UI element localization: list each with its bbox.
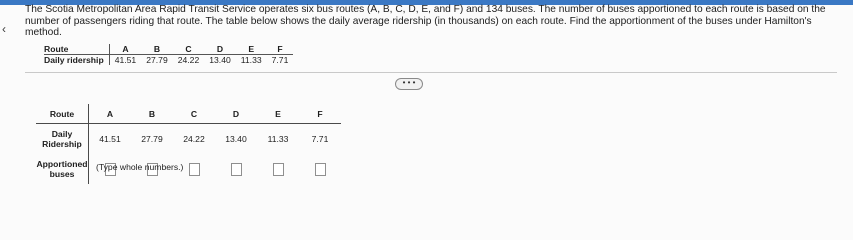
ridership-e: 11.33	[240, 55, 262, 65]
answer-cell-d	[215, 154, 257, 184]
given-ridership-table	[44, 44, 293, 65]
answer-input-d[interactable]	[231, 163, 242, 176]
route-header: Route	[36, 104, 89, 124]
ridership-header	[36, 124, 89, 155]
ridership-header: Daily ridership	[44, 55, 109, 66]
table-row	[36, 154, 341, 184]
buses-label-line2: buses	[49, 169, 75, 179]
answer-input-f[interactable]	[315, 163, 326, 176]
route-c-header: C	[173, 104, 215, 124]
ridership-f: 7.71	[271, 55, 289, 65]
ridership-b: 27.79	[141, 134, 163, 144]
buses-label-line1: Apportioned	[36, 159, 88, 169]
route-d-header: D	[215, 104, 257, 124]
route-f-header: F	[299, 104, 341, 124]
problem-statement: The Scotia Metropolitan Area Rapid Transit Service operates six bus routes (A, B, C, D, E, and F) and 134 buses. The number of buses apportioned to each route is based on the number of passengers riding that route. The table below shows the daily average ridership (in thousands) on each route. Find the apportionment of the buses under Hamilton's method.	[25, 4, 826, 39]
input-hint: (Type whole numbers.)	[96, 162, 184, 172]
ridership-d: 13.40	[225, 134, 247, 144]
table-row	[36, 104, 341, 124]
route-c-header: C	[173, 44, 205, 55]
ridership-a: 41.51	[99, 134, 121, 144]
ridership-c: 24.22	[177, 55, 200, 65]
ridership-label-line1: Daily	[51, 129, 73, 139]
answer-input-e[interactable]	[273, 163, 284, 176]
ridership-d: 13.40	[209, 55, 231, 65]
ridership-e: 11.33	[267, 134, 289, 144]
route-a-header: A	[109, 44, 141, 55]
ridership-label-line2: Ridership	[42, 139, 82, 149]
route-a-header: A	[89, 104, 132, 124]
ridership-a: 41.51	[114, 55, 137, 65]
ridership-f: 7.71	[311, 134, 329, 144]
section-divider	[25, 72, 837, 73]
table-row	[36, 124, 341, 155]
ridership-b: 27.79	[146, 55, 168, 65]
answer-cell-e	[257, 154, 299, 184]
route-b-header: B	[141, 44, 173, 55]
route-b-header: B	[131, 104, 173, 124]
table-row	[44, 44, 293, 55]
answer-table	[36, 104, 341, 184]
answer-input-c[interactable]	[189, 163, 200, 176]
route-e-header: E	[236, 44, 267, 55]
route-f-header: F	[267, 44, 294, 55]
table-row	[44, 55, 293, 66]
ridership-c: 24.22	[183, 134, 205, 144]
apportioned-buses-header	[36, 154, 89, 184]
expand-more-button[interactable]: • • •	[395, 78, 423, 90]
chevron-left-icon[interactable]: ‹	[2, 22, 6, 36]
route-d-header: D	[204, 44, 236, 55]
route-e-header: E	[257, 104, 299, 124]
answer-cell-f	[299, 154, 341, 184]
route-header: Route	[44, 44, 109, 55]
